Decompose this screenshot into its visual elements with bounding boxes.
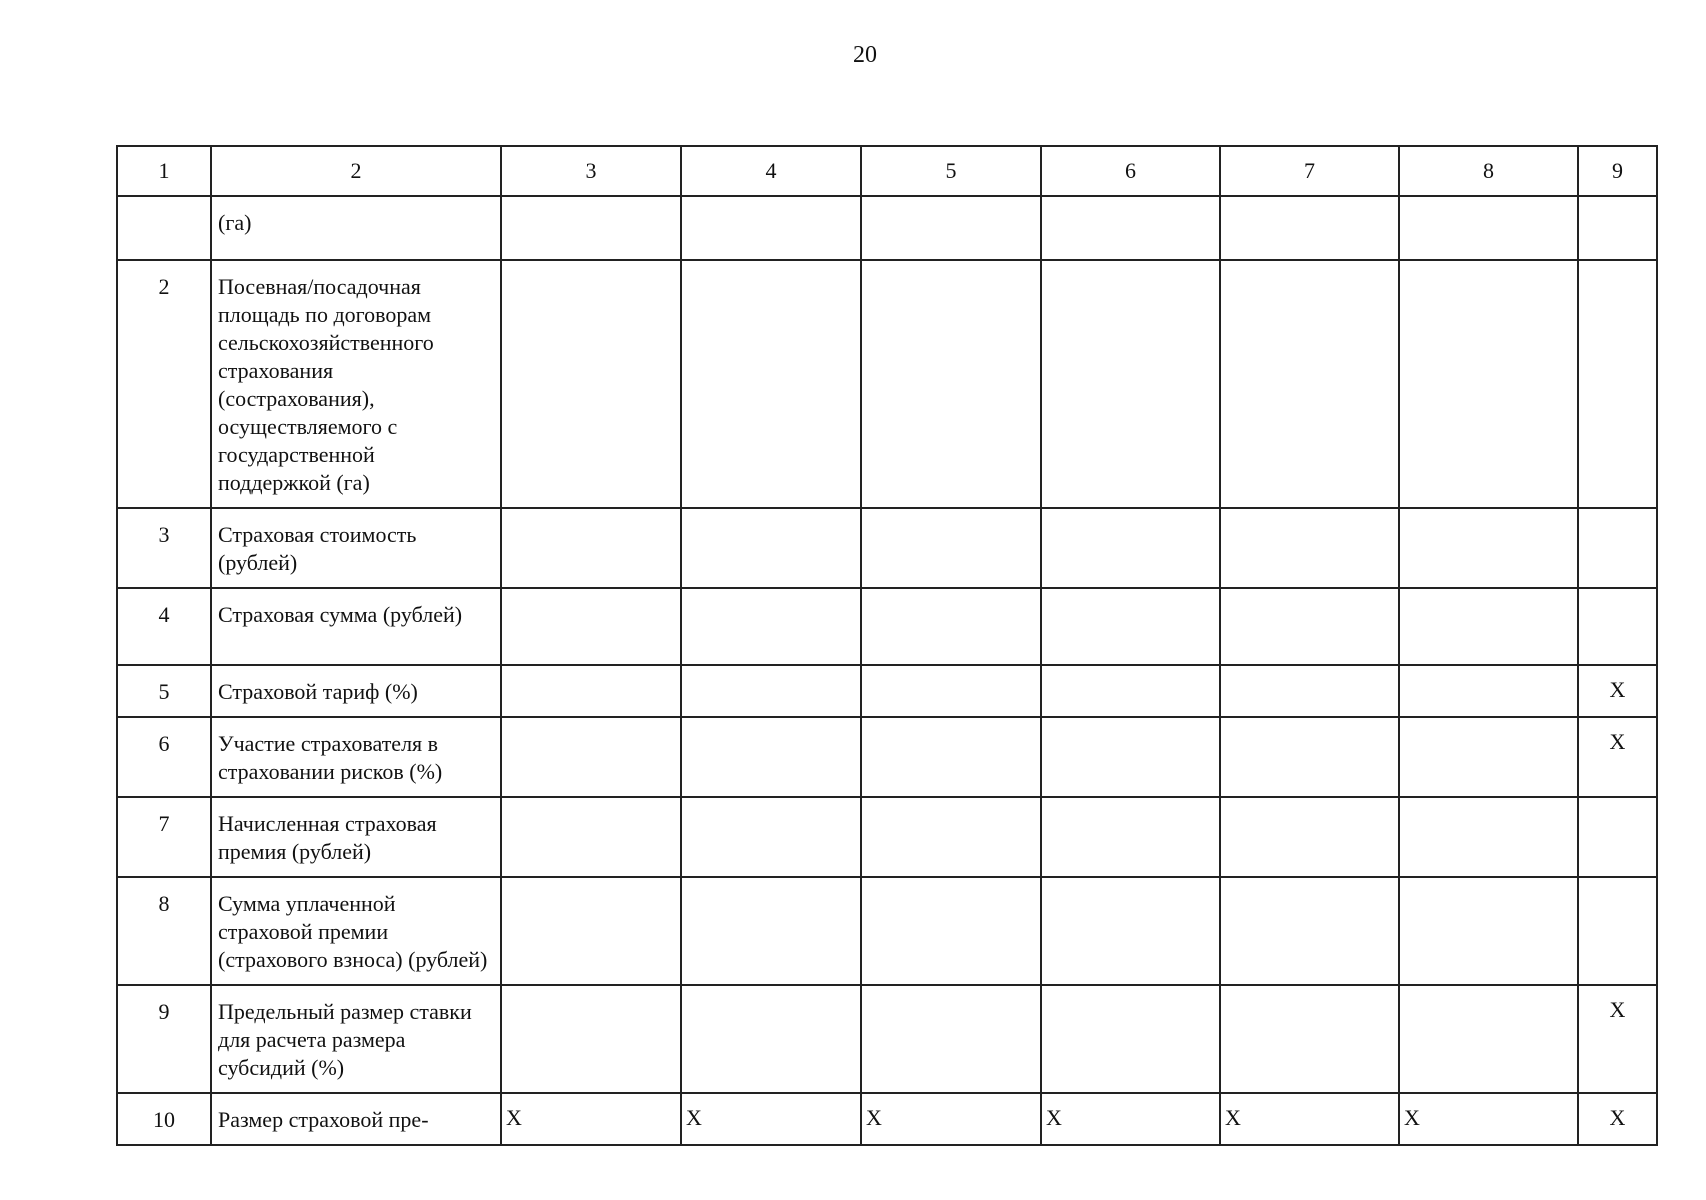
row-label: Посевная/посадочная площадь по договорам сельскохозяйственного страхования (сострахования), осуществляемого с государственной поддержкой (га) [211, 260, 501, 508]
table-cell [861, 985, 1041, 1093]
table-cell [1041, 665, 1220, 717]
table-cell [1578, 196, 1657, 260]
table-cell [501, 985, 681, 1093]
table-cell: X [1578, 665, 1657, 717]
table-cell [681, 665, 861, 717]
table-cell [501, 196, 681, 260]
table-cell [1399, 665, 1578, 717]
table-cell [1220, 665, 1399, 717]
table-cell [681, 196, 861, 260]
table-cell [1041, 260, 1220, 508]
table-cell [1399, 196, 1578, 260]
table-cell [501, 588, 681, 665]
column-header: 9 [1578, 146, 1657, 196]
table-cell [861, 196, 1041, 260]
table-cell: X [1041, 1093, 1220, 1145]
row-number: 4 [117, 588, 211, 665]
page-number: 20 [853, 42, 877, 68]
table-row [117, 665, 1657, 717]
table-row [117, 797, 1657, 877]
row-label: Страховой тариф (%) [211, 665, 501, 717]
column-header: 7 [1220, 146, 1399, 196]
table-cell [1399, 588, 1578, 665]
table-cell [861, 588, 1041, 665]
table-cell [1220, 260, 1399, 508]
table-cell [681, 797, 861, 877]
table-row [117, 508, 1657, 588]
table-row [117, 717, 1657, 797]
table-cell [1041, 588, 1220, 665]
table-cell: X [861, 1093, 1041, 1145]
row-label: Размер страховой пре- [211, 1093, 501, 1145]
table-cell [1220, 985, 1399, 1093]
table-cell [501, 877, 681, 985]
column-header: 6 [1041, 146, 1220, 196]
column-number-row [117, 146, 1657, 196]
table-row [117, 260, 1657, 508]
row-label: Сумма уплаченной страховой премии (страхового взноса) (рублей) [211, 877, 501, 985]
table-cell: X [1220, 1093, 1399, 1145]
table-cell [1041, 508, 1220, 588]
table-cell [681, 508, 861, 588]
table-cell [681, 260, 861, 508]
table-cell [501, 797, 681, 877]
row-label: Страховая стоимость (рублей) [211, 508, 501, 588]
table-cell [1220, 588, 1399, 665]
table-row [117, 985, 1657, 1093]
table-row [117, 1093, 1657, 1145]
row-label: Начисленная страховая премия (рублей) [211, 797, 501, 877]
table-cell [501, 508, 681, 588]
table-cell: X [501, 1093, 681, 1145]
table-cell [1041, 797, 1220, 877]
row-number: 10 [117, 1093, 211, 1145]
table-cell [861, 665, 1041, 717]
column-header: 8 [1399, 146, 1578, 196]
column-header: 5 [861, 146, 1041, 196]
row-number: 6 [117, 717, 211, 797]
row-label: (га) [211, 196, 501, 260]
table-cell [1220, 196, 1399, 260]
table-cell [501, 717, 681, 797]
column-header: 1 [117, 146, 211, 196]
table-cell [1399, 717, 1578, 797]
table-cell [1399, 508, 1578, 588]
row-label: Участие страхователя в страховании рисков (%) [211, 717, 501, 797]
row-number: 3 [117, 508, 211, 588]
table-cell [1399, 877, 1578, 985]
table-row [117, 588, 1657, 665]
table-cell [501, 665, 681, 717]
row-number: 7 [117, 797, 211, 877]
row-number: 2 [117, 260, 211, 508]
table-cell [1399, 797, 1578, 877]
table-cell [861, 717, 1041, 797]
table-cell [1578, 877, 1657, 985]
subsidy-form-table [116, 145, 1658, 1146]
table-cell [1041, 717, 1220, 797]
table-cell [1399, 260, 1578, 508]
table-cell [1578, 797, 1657, 877]
row-label: Страховая сумма (рублей) [211, 588, 501, 665]
table-cell [861, 508, 1041, 588]
column-header: 2 [211, 146, 501, 196]
table-cell [1220, 877, 1399, 985]
table-cell: X [1578, 1093, 1657, 1145]
row-number: 5 [117, 665, 211, 717]
table-cell: X [681, 1093, 861, 1145]
column-header: 3 [501, 146, 681, 196]
table-cell [1041, 877, 1220, 985]
table-row [117, 877, 1657, 985]
table-cell: X [1399, 1093, 1578, 1145]
table-cell [1578, 260, 1657, 508]
table-cell: X [1578, 985, 1657, 1093]
column-header: 4 [681, 146, 861, 196]
table-cell [1399, 985, 1578, 1093]
table-cell [681, 985, 861, 1093]
table-cell [861, 877, 1041, 985]
table-cell [681, 588, 861, 665]
table-cell [1041, 196, 1220, 260]
table-cell [681, 877, 861, 985]
row-number: 9 [117, 985, 211, 1093]
table-cell [1220, 797, 1399, 877]
table-cell [861, 797, 1041, 877]
table-cell [1041, 985, 1220, 1093]
table-cell: X [1578, 717, 1657, 797]
table-row [117, 196, 1657, 260]
table-cell [681, 717, 861, 797]
table-cell [1220, 717, 1399, 797]
table-cell [861, 260, 1041, 508]
row-label: Предельный размер ставки для расчета размера субсидий (%) [211, 985, 501, 1093]
row-number [117, 196, 211, 260]
table-cell [1578, 588, 1657, 665]
table-cell [1578, 508, 1657, 588]
row-number: 8 [117, 877, 211, 985]
table-cell [1220, 508, 1399, 588]
table-cell [501, 260, 681, 508]
